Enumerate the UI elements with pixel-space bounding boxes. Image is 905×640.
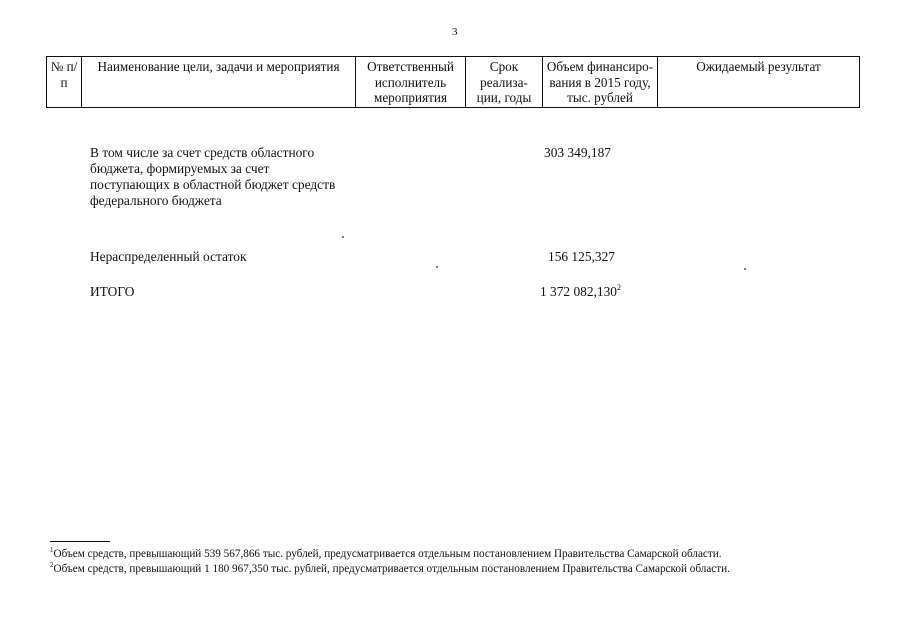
scan-speck xyxy=(342,236,344,238)
footnote-1 xyxy=(50,548,722,561)
row-total-amount: 1 372 082,130 xyxy=(540,284,617,299)
footnote-1-mark: 1 xyxy=(50,546,54,554)
row-total-footnote-mark: 2 xyxy=(617,283,621,292)
table-header-row xyxy=(47,57,860,108)
header-name: Наименование цели, задачи и мероприятия xyxy=(82,57,356,108)
footnote-1-text: Объем средств, превышающий 539 567,866 тыс. рублей, предусматривается отдельным постановлением Правительства Самарской области. xyxy=(53,548,722,560)
scan-speck xyxy=(436,266,438,268)
scan-speck xyxy=(744,268,746,270)
header-result: Ожидаемый результат xyxy=(658,57,860,108)
row-federal-share-label: В том числе за счет средств областного бюджета, формируемых за счет поступающих в областной бюджет средств федерального бюджета xyxy=(90,145,336,208)
header-responsible: Ответственный исполнитель мероприятия xyxy=(356,57,466,108)
row-total-value xyxy=(540,284,621,300)
header-number: № п/п xyxy=(47,57,82,108)
header-term: Срок реализа- ции, годы xyxy=(466,57,543,108)
footnote-2-mark: 2 xyxy=(50,561,54,569)
footnote-2-text: Объем средств, превышающий 1 180 967,350 тыс. рублей, предусматривается отдельным постановлением Правительства Самарской области. xyxy=(53,563,730,575)
footnote-divider xyxy=(50,541,110,542)
row-total-label: ИТОГО xyxy=(90,284,135,299)
program-table xyxy=(46,56,860,108)
row-unallocated-value: 156 125,327 xyxy=(548,249,615,264)
row-federal-share-value: 303 349,187 xyxy=(544,145,611,160)
footnote-2 xyxy=(50,563,730,576)
page-number: 3 xyxy=(452,26,458,38)
header-volume: Объем финансиро- вания в 2015 году, тыс. рублей xyxy=(543,57,658,108)
row-unallocated-label: Нераспределенный остаток xyxy=(90,249,247,264)
